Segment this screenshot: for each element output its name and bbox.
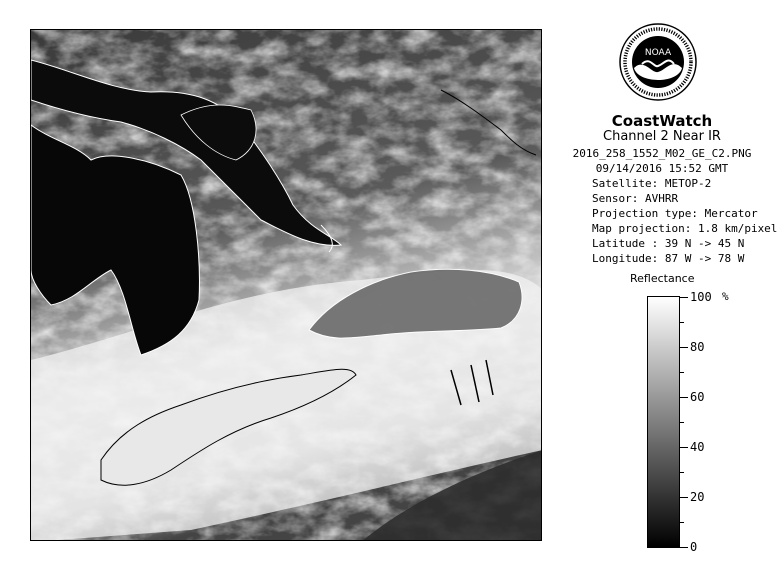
colorbar-tick — [680, 447, 688, 448]
colorbar-minor-tick — [680, 322, 684, 323]
colorbar-minor-tick — [680, 372, 684, 373]
satellite-map — [30, 29, 542, 541]
colorbar-unit: % — [722, 290, 729, 303]
colorbar-label-40: 40 — [690, 440, 705, 454]
longitude-info: Longitude: 87 W -> 78 W — [592, 252, 745, 265]
channel-subtitle: Channel 2 Near IR — [603, 129, 721, 144]
satellite-image — [31, 30, 542, 541]
product-title: CoastWatch — [611, 112, 713, 130]
colorbar-label-80: 80 — [690, 340, 705, 354]
noaa-logo — [618, 22, 698, 102]
reflectance-colorbar — [647, 296, 680, 548]
colorbar-label-20: 20 — [690, 490, 705, 504]
sensor-info: Sensor: AVHRR — [592, 192, 679, 205]
latitude-info: Latitude : 39 N -> 45 N — [592, 237, 745, 250]
map-projection-info: Map projection: 1.8 km/pixel — [592, 222, 778, 235]
colorbar-label-100: 100 — [690, 290, 712, 304]
colorbar-tick — [680, 547, 688, 548]
logo-center-text: NOAA — [644, 48, 672, 58]
file-name: 2016_258_1552_M02_GE_C2.PNG — [572, 147, 752, 160]
colorbar-minor-tick — [680, 522, 684, 523]
colorbar-minor-tick — [680, 422, 684, 423]
satellite-info: Satellite: METOP-2 — [592, 177, 712, 190]
colorbar-tick — [680, 397, 688, 398]
colorbar-label-0: 0 — [690, 540, 698, 554]
colorbar-tick — [680, 297, 688, 298]
colorbar-tick — [680, 497, 688, 498]
acquisition-datetime: 09/14/2016 15:52 GMT — [595, 162, 729, 175]
projection-type-info: Projection type: Mercator — [592, 207, 758, 220]
colorbar-title: Reflectance — [630, 272, 695, 285]
colorbar-label-60: 60 — [690, 390, 705, 404]
colorbar-tick — [680, 347, 688, 348]
colorbar-minor-tick — [680, 472, 684, 473]
